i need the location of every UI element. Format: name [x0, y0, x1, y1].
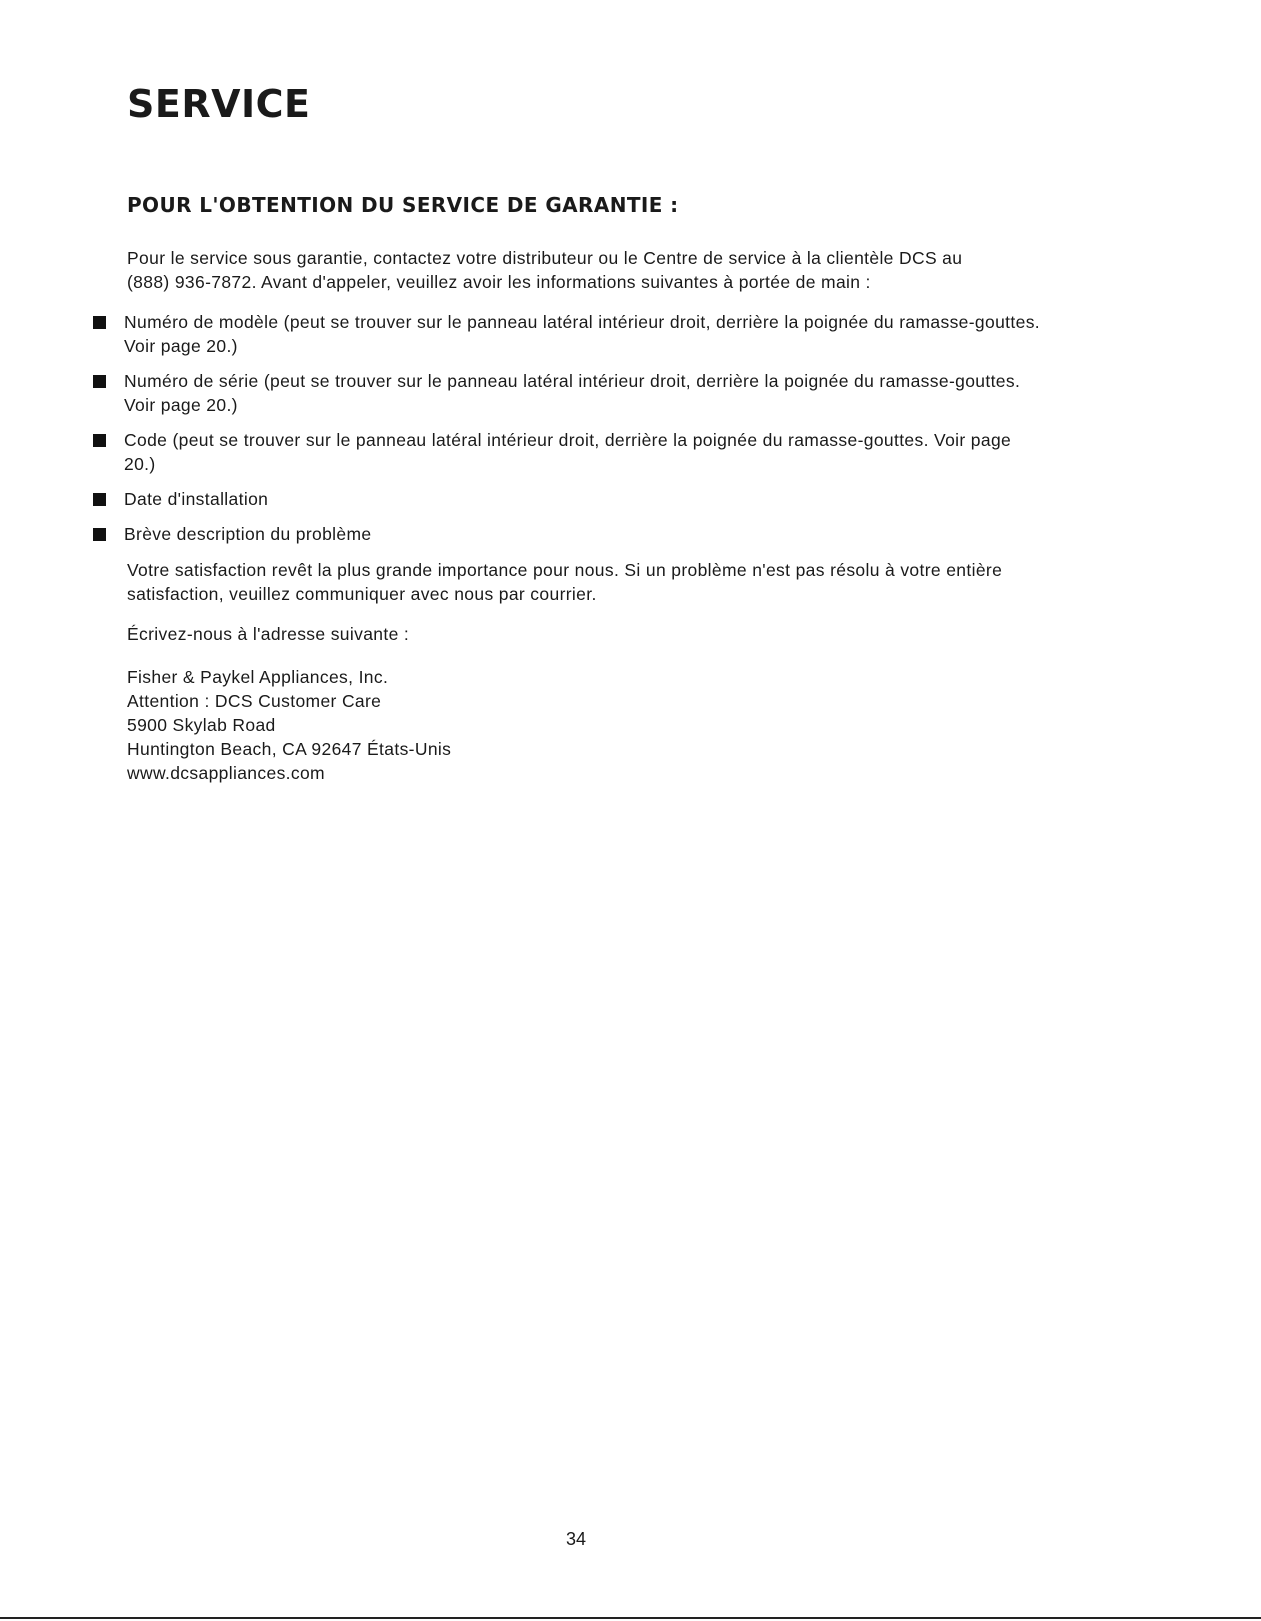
list-item-code [0, 428, 1180, 476]
list-item-line-1: Numéro de modèle (peut se trouver sur le panneau latéral intérieur droit, derrière la poignée du ramasse-gouttes. [124, 312, 1041, 332]
page-number: 34 [565, 1529, 587, 1549]
address-attention: Attention : DCS Customer Care [127, 691, 382, 711]
intro-line-1: Pour le service sous garantie, contactez votre distributeur ou le Centre de service à la clientèle DCS au [127, 248, 963, 268]
satisfaction-line-2: satisfaction, veuillez communiquer avec nous par courrier. [127, 584, 597, 604]
address-website-link[interactable]: www.dcsappliances.com [127, 763, 325, 783]
list-item-line-1: Code (peut se trouver sur le panneau latéral intérieur droit, derrière la poignée du ramasse-gouttes. Voir page [124, 430, 1012, 450]
section-heading: POUR L'OBTENTION DU SERVICE DE GARANTIE : [127, 193, 679, 217]
square-bullet-icon [93, 316, 106, 329]
page-title: SERVICE [127, 82, 311, 126]
square-bullet-icon [93, 528, 106, 541]
list-item-installation-date [0, 487, 1180, 511]
bottom-divider [0, 1617, 1261, 1619]
square-bullet-icon [93, 493, 106, 506]
list-item-line-1: Date d'installation [124, 489, 269, 509]
satisfaction-paragraph [127, 558, 1137, 606]
intro-paragraph [127, 246, 1137, 294]
square-bullet-icon [93, 434, 106, 447]
write-to-label: Écrivez-nous à l'adresse suivante : [127, 624, 410, 644]
list-item-problem-description [0, 522, 1180, 546]
address-city: Huntington Beach, CA 92647 États-Unis [127, 739, 452, 759]
square-bullet-icon [93, 375, 106, 388]
required-info-list [0, 310, 1180, 557]
list-item-line-2: Voir page 20.) [124, 336, 238, 356]
intro-line-2: (888) 936-7872. Avant d'appeler, veuillez avoir les informations suivantes à portée de main : [127, 272, 871, 292]
list-item-serial-number [0, 369, 1180, 417]
list-item-line-1: Numéro de série (peut se trouver sur le panneau latéral intérieur droit, derrière la poignée du ramasse-gouttes. [124, 371, 1021, 391]
satisfaction-line-1: Votre satisfaction revêt la plus grande importance pour nous. Si un problème n'est pas résolu à votre entière [127, 560, 1003, 580]
list-item-model-number [0, 310, 1180, 358]
list-item-line-1: Brève description du problème [124, 524, 372, 544]
mailing-address [127, 665, 1137, 785]
address-street: 5900 Skylab Road [127, 715, 276, 735]
list-item-line-2: 20.) [124, 454, 156, 474]
list-item-line-2: Voir page 20.) [124, 395, 238, 415]
address-company: Fisher & Paykel Appliances, Inc. [127, 667, 389, 687]
